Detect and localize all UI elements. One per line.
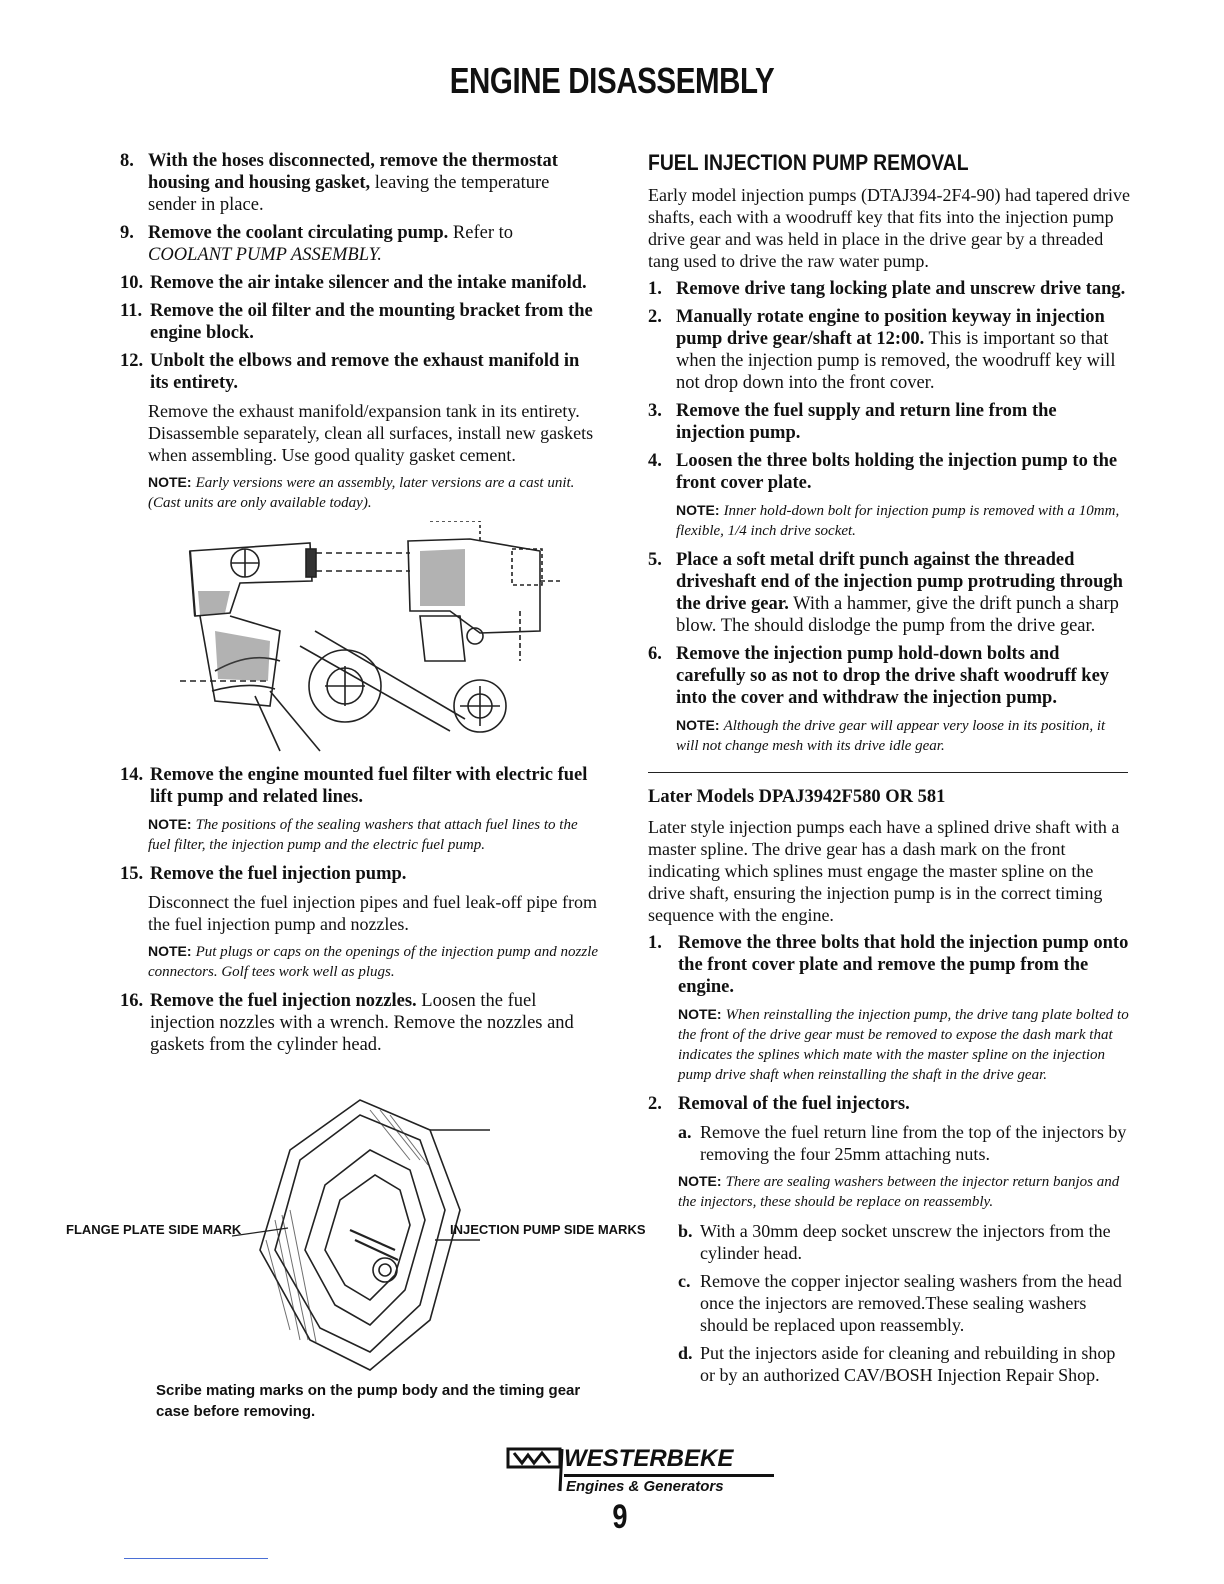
note-sealing-washers: NOTE: The positions of the sealing washers that attach fuel lines to the fuel filter, the injection pump and the electric fuel pump. — [148, 816, 578, 853]
westerbeke-mark-icon — [506, 1445, 566, 1493]
step-11: 11. Remove the oil filter and the mounting bracket from the engine block. — [120, 301, 593, 343]
step-8: 8. With the hoses disconnected, remove the thermostat housing and housing gasket, leaving the temperature sender in place. — [120, 151, 558, 215]
step-12-paragraph: Remove the exhaust manifold/expansion tank in its entirety. Disassemble separately, clean all surfaces, install new gaskets when assembling. Use good quality gasket cement. — [148, 401, 594, 465]
figure-caption: Scribe mating marks on the pump body and the timing gear case before removing. — [156, 1382, 581, 1420]
exhaust-manifold-figure — [120, 521, 600, 756]
step-12: 12. Unbolt the elbows and remove the exhaust manifold in its entirety. — [120, 351, 580, 393]
left-column — [120, 150, 600, 1062]
page-number: 9 — [612, 1498, 628, 1536]
right-column — [648, 150, 1130, 1392]
later-step-2a: a. Remove the fuel return line from the top of the injectors by removing the four 25mm attaching nuts. — [678, 1122, 1127, 1164]
later-models-title: Later Models DPAJ3942F580 OR 581 — [648, 787, 946, 807]
footer-rule — [124, 1558, 268, 1559]
later-models-intro: Later style injection pumps each have a splined drive shaft with a master spline. The drive gear has a dash mark on the front indicating which splines must engage the master spline on the drive shaft, ensuring the injection pump is in the correct timing sequence with the engine. — [648, 817, 1120, 925]
flange-callout-leader — [232, 1226, 292, 1246]
later-step-2b: b. With a 30mm deep socket unscrew the injectors from the cylinder head. — [678, 1221, 1111, 1263]
note-reinstalling: NOTE: When reinstalling the injection pump, the drive tang plate bolted to the front of the drive gear must be removed to expose the dash mark that indicates the splines which mate with the master spline on the injection pump drive shaft when reinstalling the shaft in the drive gear. — [678, 1006, 1129, 1083]
note-drive-gear: NOTE: Although the drive gear will appear very loose in its position, it will not change mesh with its drive idle gear. — [676, 717, 1106, 754]
brand-name: WESTERBEKE — [564, 1445, 734, 1472]
later-step-2: 2. Removal of the fuel injectors. — [648, 1094, 910, 1114]
removal-step-5: 5. Place a soft metal drift punch against the threaded driveshaft end of the injection pump protruding through the drive gear. With a hammer, give the drift punch a sharp blow. The should dislodge the pump from the drive gear. — [648, 550, 1123, 636]
step-10: 10. Remove the air intake silencer and the intake manifold. — [120, 273, 587, 293]
flange-plate-callout: FLANGE PLATE SIDE MARK — [66, 1222, 242, 1237]
removal-step-3: 3. Remove the fuel supply and return line from the injection pump. — [648, 401, 1057, 443]
removal-step-6: 6. Remove the injection pump hold-down bolts and carefully so as not to drop the drive shaft woodruff key into the cover and withdraw the injection pump. — [648, 644, 1110, 708]
later-step-2d: d. Put the injectors aside for cleaning and rebuilding in shop or by an authorized CAV/BOSH Injection Repair Shop. — [678, 1343, 1116, 1385]
step-15: 15. Remove the fuel injection pump. — [120, 864, 407, 884]
removal-step-2: 2. Manually rotate engine to position keyway in injection pump drive gear/shaft at 12:00. This is important so that when the injection pump is removed, the woodruff key will not drop down into the front cover. — [648, 307, 1116, 393]
step-14: 14. Remove the engine mounted fuel filter with electric fuel lift pump and related lines. — [120, 765, 588, 807]
step-16: 16. Remove the fuel injection nozzles. Loosen the fuel injection nozzles with a wrench. Remove the nozzles and gaskets from the cylinder head. — [120, 991, 574, 1055]
removal-step-1: 1. Remove drive tang locking plate and unscrew drive tang. — [648, 279, 1126, 299]
note-banjos: NOTE: There are sealing washers between the injector return banjos and the injectors, these should be replace on reassembly. — [678, 1173, 1120, 1210]
later-step-1: 1. Remove the three bolts that hold the injection pump onto the front cover plate and remove the pump from the engine. — [648, 933, 1129, 997]
injection-pump-callout: INJECTION PUMP SIDE MARKS — [450, 1222, 646, 1237]
section-divider — [648, 772, 1128, 773]
section-title: FUEL INJECTION PUMP REMOVAL — [648, 150, 969, 175]
note-plugs: NOTE: Put plugs or caps on the openings of the injection pump and nozzle connectors. Golf tees work well as plugs. — [148, 943, 599, 980]
page-title: ENGINE DISASSEMBLY — [449, 60, 775, 101]
step-15-paragraph: Disconnect the fuel injection pipes and fuel leak-off pipe from the fuel injection pump and nozzles. — [148, 892, 598, 934]
later-step-2c: c. Remove the copper injector sealing washers from the head once the injectors are removed.These sealing washers should be replaced upon reassembly. — [678, 1271, 1122, 1335]
removal-step-4: 4. Loosen the three bolts holding the injection pump to the front cover plate. — [648, 451, 1118, 493]
note-cast-unit: NOTE: Early versions were an assembly, later versions are a cast unit. (Cast units are only available today). — [148, 474, 575, 511]
section-intro: Early model injection pumps (DTAJ394-2F4-90) had tapered drive shafts, each with a woodruff key that fits into the injection pump drive gear and was held in place in the drive gear by a threaded tang used to drive the raw water pump. — [648, 185, 1130, 271]
step-9: 9. Remove the coolant circulating pump. Refer to COOLANT PUMP ASSEMBLY. — [120, 223, 513, 265]
note-hold-down-bolt: NOTE: Inner hold-down bolt for injection pump is removed with a 10mm, flexible, 1/4 inch drive socket. — [676, 502, 1120, 539]
brand-tagline: Engines & Generators — [566, 1478, 724, 1495]
